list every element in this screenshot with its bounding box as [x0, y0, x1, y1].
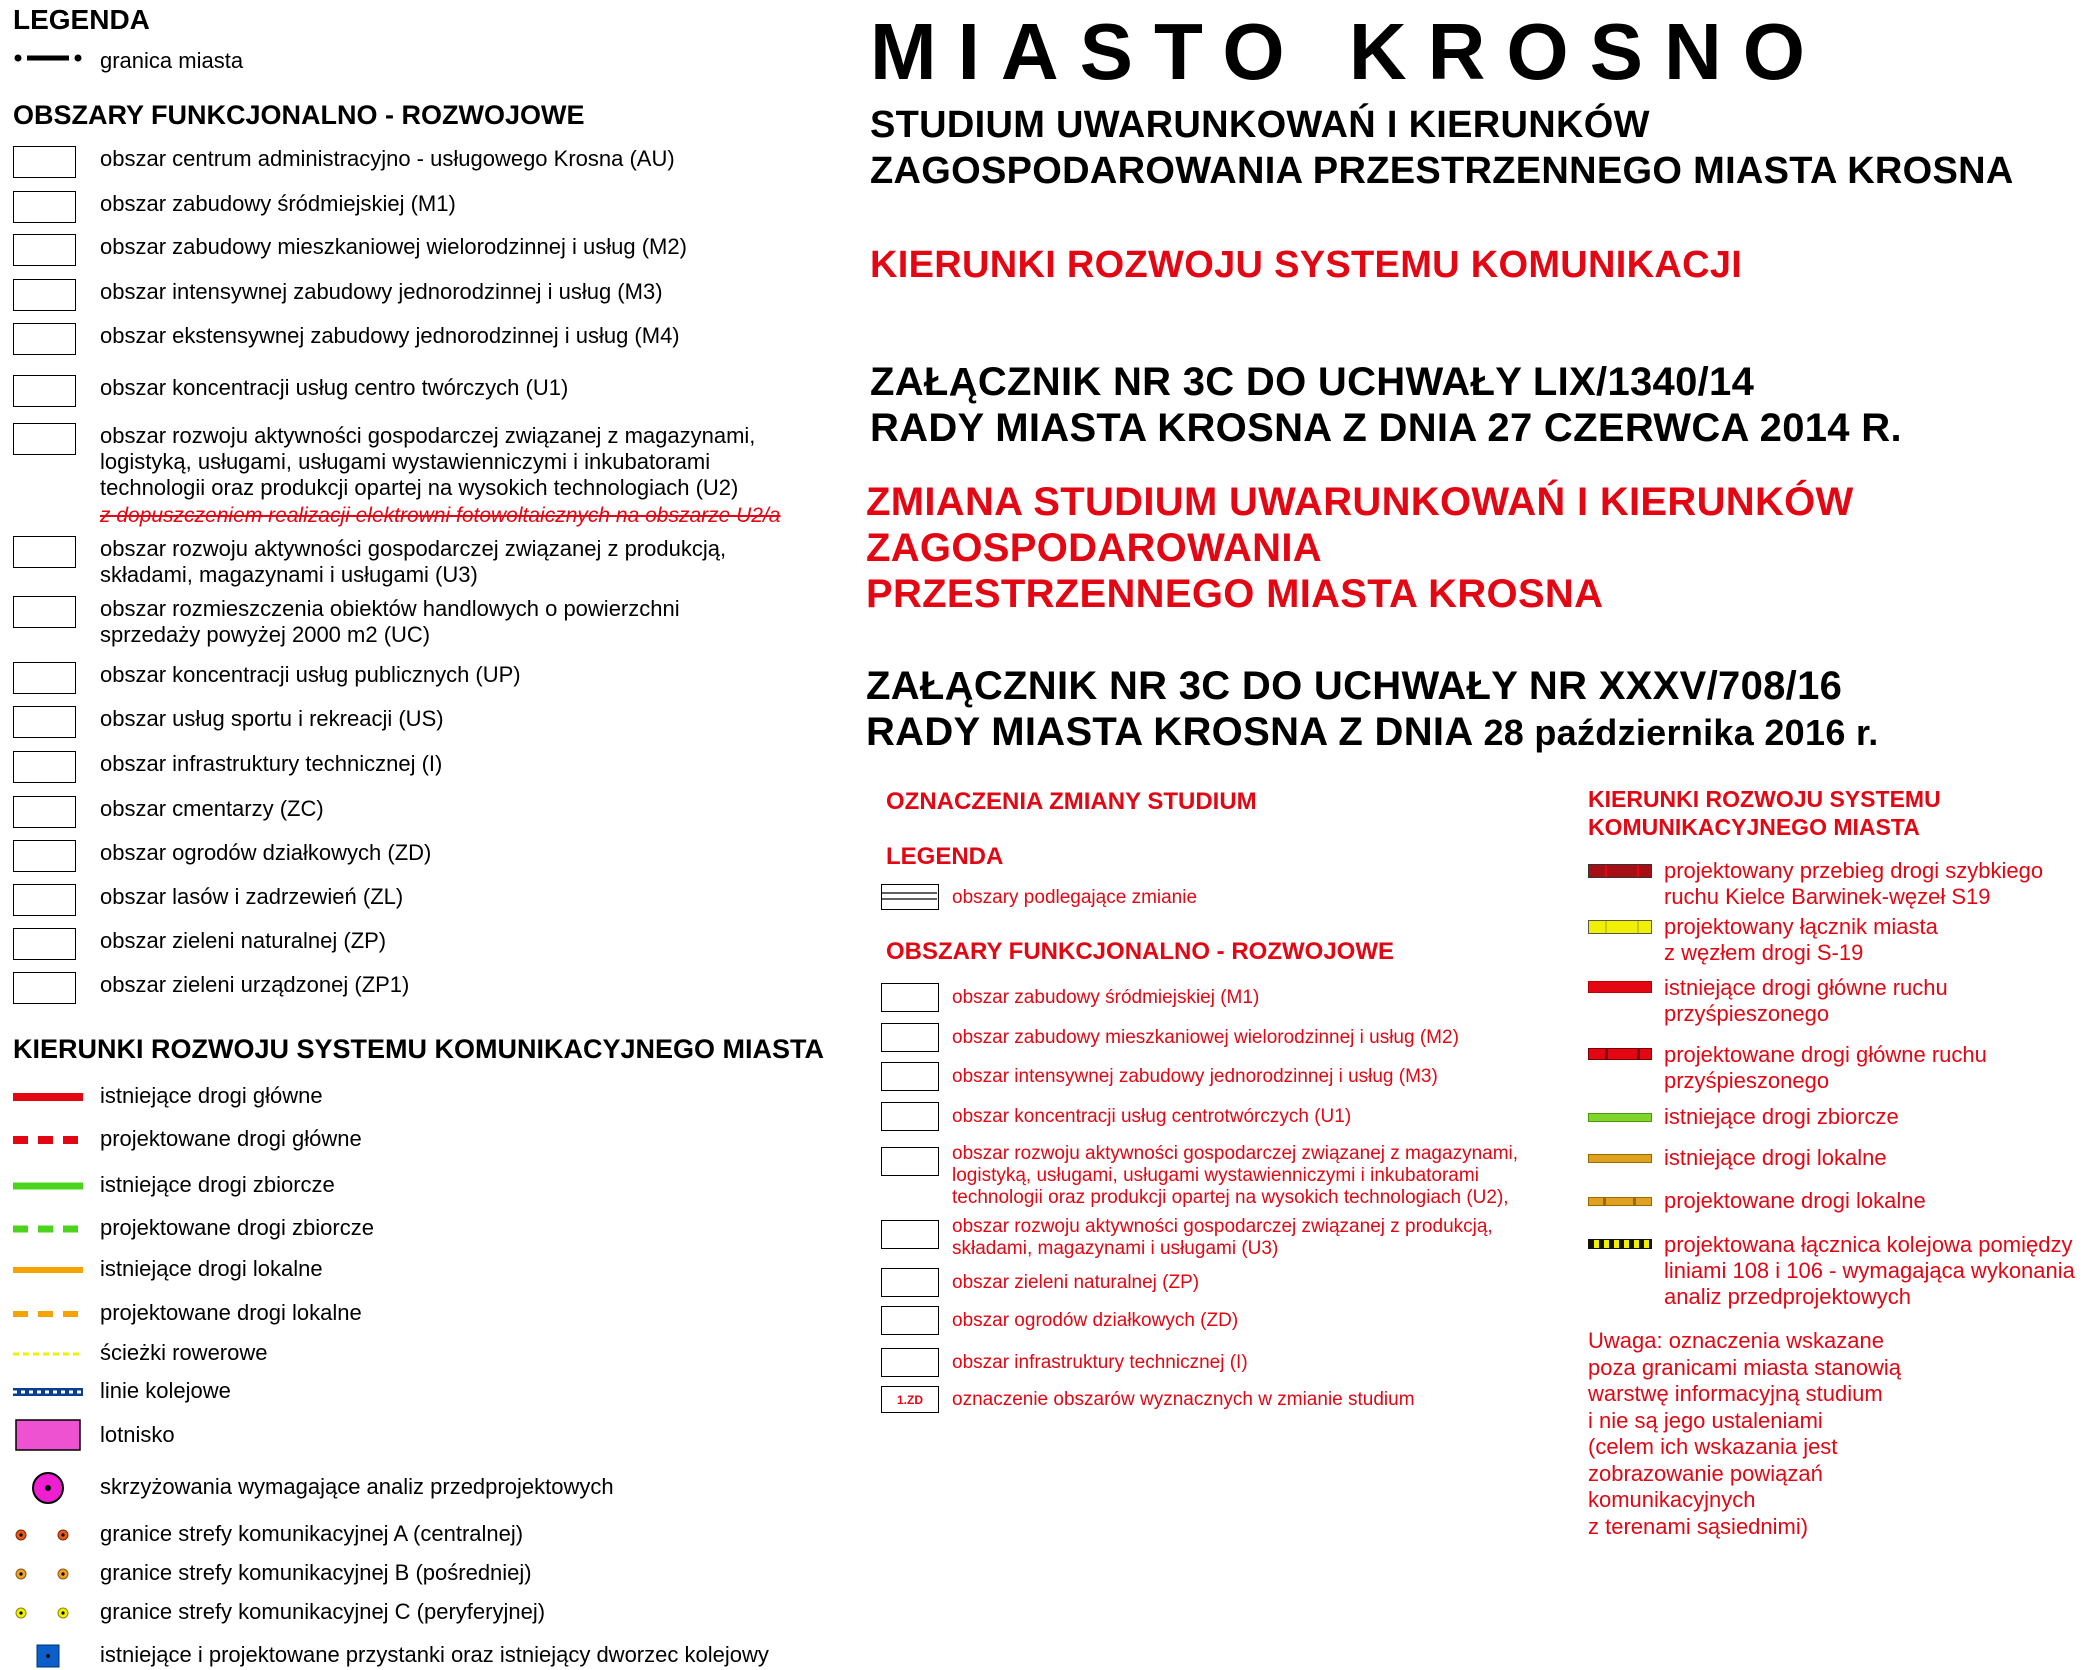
area-label: obszar usług sportu i rekreacji (US): [100, 706, 444, 731]
change-area-label: obszar rozwoju aktywności gospodarczej związanej z magazynami, logistyką, usługami, usługami wystawienniczymi i inkubatorami technologii oraz produkcji opartej na wysokich technologiach (U2),: [952, 1143, 1519, 1208]
road-dashed-icon: [13, 1308, 83, 1320]
change-title-line3: PRZESTRZENNEGO MIASTA KROSNA: [866, 572, 1604, 616]
expressway-symbol: [1588, 864, 1652, 878]
area-swatch: [13, 323, 76, 355]
kier-item: [1588, 1042, 1987, 1094]
airport-icon: [15, 1419, 81, 1451]
change-area-item: [881, 1143, 1518, 1209]
change-area-label: obszar infrastruktury technicznej (I): [952, 1352, 1248, 1373]
area-swatch: [13, 884, 76, 916]
area-item: [13, 234, 687, 266]
change-area-item: [881, 1268, 1199, 1297]
city-link-symbol: [1588, 920, 1652, 934]
area-label: obszar zieleni naturalnej (ZP): [100, 928, 387, 953]
transport-symbol: [13, 1300, 83, 1328]
area-item: [13, 536, 726, 588]
transport-label: istniejące i projektowane przystanki oraz istniejący dworzec kolejowy: [100, 1642, 769, 1667]
legend-title: LEGENDA: [13, 4, 150, 35]
change-area-swatch: [881, 1102, 939, 1131]
change-marker-code: 1.ZD: [896, 1392, 923, 1407]
road-dashed-icon: [13, 1223, 83, 1235]
area-label: obszar koncentracji usług publicznych (UP): [100, 662, 521, 687]
zone-c-border-icon: [13, 1605, 83, 1621]
change-area-item: [881, 1216, 1493, 1260]
change-marker-label: oznaczenie obszarów wyznacznych w zmianie studium: [952, 1389, 1415, 1410]
transport-label: lotnisko: [100, 1422, 175, 1447]
kier-label: projektowana łącznica kolejowa pomiędzy liniami 108 i 106 - wymagająca wykonania analiz przedprojektowych: [1664, 1232, 2075, 1309]
annex2-line2: [866, 710, 1879, 755]
kier-item: [1588, 1188, 1926, 1214]
changed-areas-swatch: [881, 884, 939, 910]
road-line-icon: [13, 1264, 83, 1276]
zone-b-border-icon: [13, 1566, 83, 1582]
city-border-symbol: [13, 48, 83, 68]
change-area-label: obszar zabudowy śródmiejskiej (M1): [952, 987, 1260, 1008]
area-label: obszar ogrodów działkowych (ZD): [100, 840, 432, 865]
change-area-swatch: [881, 1023, 939, 1052]
area-item: [13, 191, 456, 223]
change-area-item: [881, 983, 1259, 1012]
change-area-item: [881, 1062, 1438, 1091]
change-area-item: [881, 1306, 1238, 1335]
area-item: [13, 840, 431, 872]
transport-item: [13, 1560, 532, 1588]
intersection-icon: [30, 1470, 66, 1506]
main-road-symbol: [1588, 981, 1652, 993]
change-area-label: obszar zieleni naturalnej (ZP): [952, 1272, 1200, 1293]
transport-label: istniejące drogi główne: [100, 1083, 323, 1108]
collector-road-symbol: [1588, 1113, 1652, 1122]
transport-symbol: [13, 1642, 83, 1670]
annex1-line2: RADY MIASTA KROSNA Z DNIA 27 CZERWCA 2014 R.: [870, 406, 1902, 450]
road-dashed-icon: [13, 1134, 83, 1146]
change-area-label: obszar zabudowy mieszkaniowej wielorodzinnej i usług (M2): [952, 1027, 1459, 1048]
area-swatch: [13, 279, 76, 311]
change-legend-title: LEGENDA: [886, 843, 1004, 870]
transport-label: skrzyżowania wymagające analiz przedprojektowych: [100, 1474, 614, 1499]
road-line-icon: [13, 1091, 83, 1103]
strike-note: z dopuszczeniem realizacji elektrowni fotowoltaicznych na obszarze U2/a: [100, 504, 781, 527]
area-swatch: [13, 146, 76, 178]
annex1-line1: ZAŁĄCZNIK NR 3C DO UCHWAŁY LIX/1340/14: [870, 360, 1755, 404]
area-item: [13, 751, 442, 783]
transport-item: [13, 1470, 614, 1506]
area-item: [13, 706, 444, 738]
area-label: obszar zabudowy śródmiejskiej (M1): [100, 191, 456, 216]
annex2-line2-prefix: RADY MIASTA KROSNA Z DNIA: [866, 710, 1484, 754]
area-swatch: [13, 536, 76, 568]
change-area-swatch: [881, 983, 939, 1012]
change-area-swatch: [881, 1147, 939, 1176]
change-area-item: [881, 1023, 1459, 1052]
change-area-swatch: [881, 1306, 939, 1335]
kier-label: istniejące drogi główne ruchu przyśpieszonego: [1664, 975, 1948, 1026]
transport-symbol: [13, 1172, 83, 1200]
change-area-item: [881, 1102, 1351, 1131]
area-label: obszar rozmieszczenia obiektów handlowych o powierzchni sprzedaży powyżej 2000 m2 (UC): [100, 596, 680, 647]
area-item: [13, 423, 755, 501]
area-label: obszar intensywnej zabudowy jednorodzinnej i usług (M3): [100, 279, 663, 304]
bus-stop-icon: [33, 1644, 63, 1668]
transport-item: [13, 1126, 362, 1154]
kier-label: istniejące drogi zbiorcze: [1664, 1104, 1899, 1129]
rail-link-symbol: [1588, 1239, 1652, 1249]
transport-item: [13, 1642, 769, 1670]
areas-title: OBSZARY FUNKCJONALNO - ROZWOJOWE: [13, 100, 585, 130]
annex2-line1: ZAŁĄCZNIK NR 3C DO UCHWAŁY NR XXXV/708/16: [866, 664, 1843, 708]
transport-item: [13, 1215, 374, 1243]
planned-main-road-symbol: [1588, 1048, 1652, 1060]
transport-symbol: [13, 1378, 83, 1406]
area-label: obszar rozwoju aktywności gospodarczej związanej z produkcją, składami, magazynami i usługami (U3): [100, 536, 727, 587]
local-road-symbol: [1588, 1154, 1652, 1163]
kier-item: [1588, 1145, 1887, 1171]
kier-label: projektowane drogi lokalne: [1664, 1188, 1926, 1213]
transport-item: [13, 1172, 335, 1200]
area-item: [13, 796, 324, 828]
study-title-line2: ZAGOSPODAROWANIA PRZESTRZENNEGO MIASTA KROSNA: [870, 150, 2014, 192]
transport-symbol: [13, 1418, 83, 1452]
transport-label: istniejące drogi lokalne: [100, 1256, 323, 1281]
kier-item: [1588, 1232, 2075, 1310]
area-swatch: [13, 928, 76, 960]
kier-title-line1: KIERUNKI ROZWOJU SYSTEMU: [1588, 786, 1941, 812]
area-swatch: [13, 375, 76, 407]
kier-item: [1588, 858, 2043, 910]
area-item: [13, 323, 680, 355]
area-item: [13, 884, 403, 916]
area-label: obszar ekstensywnej zabudowy jednorodzinnej i usług (M4): [100, 323, 680, 348]
legend-city-border: [13, 48, 243, 74]
area-swatch: [13, 706, 76, 738]
transport-label: granice strefy komunikacyjnej A (centralnej): [100, 1521, 524, 1546]
change-area-item: [881, 1348, 1248, 1377]
kier-title-line2: KOMUNIKACYJNEGO MIASTA: [1588, 814, 1920, 840]
kier-label: projektowany przebieg drogi szybkiego ruchu Kielce Barwinek-węzeł S19: [1664, 858, 2044, 909]
area-label: obszar rozwoju aktywności gospodarczej związanej z magazynami, logistyką, usługami, usługami wystawienniczymi i inkubatorami technologii oraz produkcji opartej na wysokich technologiach (U2): [100, 423, 756, 500]
city-title: MIASTO KROSNO: [870, 7, 1827, 96]
transport-symbol: [13, 1340, 83, 1368]
area-item: [13, 972, 409, 1004]
planned-local-road-symbol: [1588, 1197, 1652, 1206]
transport-item: [13, 1300, 362, 1328]
change-area-swatch: [881, 1268, 939, 1297]
city-border-label: granica miasta: [100, 48, 244, 73]
area-item: [13, 279, 663, 311]
change-area-swatch: [881, 1062, 939, 1091]
area-label: obszar koncentracji usług centro twórczych (U1): [100, 375, 569, 400]
change-area-label: obszar ogrodów działkowych (ZD): [952, 1310, 1239, 1331]
area-label: obszar lasów i zadrzewień (ZL): [100, 884, 404, 909]
change-title-line2: ZAGOSPODAROWANIA: [866, 526, 1322, 570]
city-border-line-icon: [13, 51, 83, 65]
transport-symbol: [13, 1256, 83, 1284]
area-swatch: [13, 423, 76, 455]
transport-item: [13, 1256, 323, 1284]
transport-label: granice strefy komunikacyjnej B (pośredniej): [100, 1560, 532, 1585]
kier-item: [1588, 914, 1938, 966]
subtitle: KIERUNKI ROZWOJU SYSTEMU KOMUNIKACJI: [870, 244, 1743, 286]
transport-label: projektowane drogi zbiorcze: [100, 1215, 374, 1240]
transport-title: KIERUNKI ROZWOJU SYSTEMU KOMUNIKACYJNEGO MIASTA: [13, 1034, 825, 1064]
kier-item: [1588, 1104, 1899, 1130]
changed-areas-item: [881, 884, 1197, 910]
change-marker-item: [881, 1386, 1415, 1413]
area-swatch: [13, 191, 76, 223]
change-area-label: obszar rozwoju aktywności gospodarczej związanej z produkcją, składami, magazynami i usługami (U3): [952, 1216, 1493, 1259]
transport-item: [13, 1521, 523, 1549]
kier-item: [1588, 975, 1948, 1027]
area-label: obszar zabudowy mieszkaniowej wielorodzinnej i usług (M2): [100, 234, 687, 259]
transport-item: [13, 1599, 545, 1627]
change-marks-title: OZNACZENIA ZMIANY STUDIUM: [886, 788, 1257, 815]
change-area-label: obszar koncentracji usług centrotwórczych (U1): [952, 1106, 1352, 1127]
transport-label: projektowane drogi główne: [100, 1126, 362, 1151]
area-item: [13, 375, 568, 407]
zone-a-border-icon: [13, 1527, 83, 1543]
area-label: obszar centrum administracyjno - usługowego Krosna (AU): [100, 146, 675, 171]
transport-symbol: [13, 1126, 83, 1154]
area-swatch: [13, 840, 76, 872]
area-swatch: [13, 796, 76, 828]
area-swatch: [13, 596, 76, 628]
kier-label: istniejące drogi lokalne: [1664, 1145, 1887, 1170]
change-area-label: obszar intensywnej zabudowy jednorodzinnej i usług (M3): [952, 1066, 1438, 1087]
area-swatch: [13, 234, 76, 266]
area-item: [13, 662, 521, 694]
transport-item: [13, 1340, 268, 1368]
bike-path-icon: [13, 1348, 83, 1360]
transport-item: [13, 1083, 323, 1111]
change-area-swatch: [881, 1220, 939, 1249]
area-swatch: [13, 751, 76, 783]
study-title-line1: STUDIUM UWARUNKOWAŃ I KIERUNKÓW: [870, 104, 1650, 146]
transport-label: projektowane drogi lokalne: [100, 1300, 362, 1325]
changed-areas-label: obszary podlegające zmianie: [952, 887, 1198, 908]
transport-symbol: [13, 1083, 83, 1111]
area-swatch: [13, 972, 76, 1004]
area-label: obszar infrastruktury technicznej (I): [100, 751, 443, 776]
transport-label: ścieżki rowerowe: [100, 1340, 268, 1365]
area-item: [13, 596, 680, 648]
change-title-line1: ZMIANA STUDIUM UWARUNKOWAŃ I KIERUNKÓW: [866, 480, 1854, 524]
road-line-icon: [13, 1180, 83, 1192]
area-label: obszar zieleni urządzonej (ZP1): [100, 972, 410, 997]
change-areas-title: OBSZARY FUNKCJONALNO - ROZWOJOWE: [886, 938, 1394, 965]
transport-symbol: [13, 1215, 83, 1243]
annex2-date: 28 października 2016 r.: [1483, 712, 1879, 753]
area-label: obszar cmentarzy (ZC): [100, 796, 324, 821]
transport-label: linie kolejowe: [100, 1378, 231, 1403]
transport-item: [13, 1378, 231, 1406]
kier-label: projektowane drogi główne ruchu przyśpieszonego: [1664, 1042, 1987, 1093]
transport-symbol: [13, 1599, 83, 1627]
kier-note: Uwaga: oznaczenia wskazane poza granicami miasta stanowią warstwę informacyjną studium i nie są jego ustaleniami (celem ich wskazania jest zobrazowanie powiązań komunikacyjnych z terenami sąsiednimi): [1588, 1328, 1902, 1539]
change-area-swatch: [881, 1348, 939, 1377]
transport-symbol: [13, 1560, 83, 1588]
transport-label: istniejące drogi zbiorcze: [100, 1172, 335, 1197]
transport-symbol: [13, 1470, 83, 1506]
change-marker-swatch: [881, 1386, 939, 1413]
area-swatch: [13, 662, 76, 694]
transport-symbol: [13, 1521, 83, 1549]
transport-label: granice strefy komunikacyjnej C (peryferyjnej): [100, 1599, 546, 1624]
area-item: [13, 928, 386, 960]
railway-icon: [13, 1386, 83, 1398]
area-item: [13, 146, 675, 178]
hatched-area-icon: [882, 885, 937, 908]
kier-label: projektowany łącznik miasta z węzłem drogi S-19: [1664, 914, 1938, 965]
transport-item: [13, 1418, 175, 1452]
